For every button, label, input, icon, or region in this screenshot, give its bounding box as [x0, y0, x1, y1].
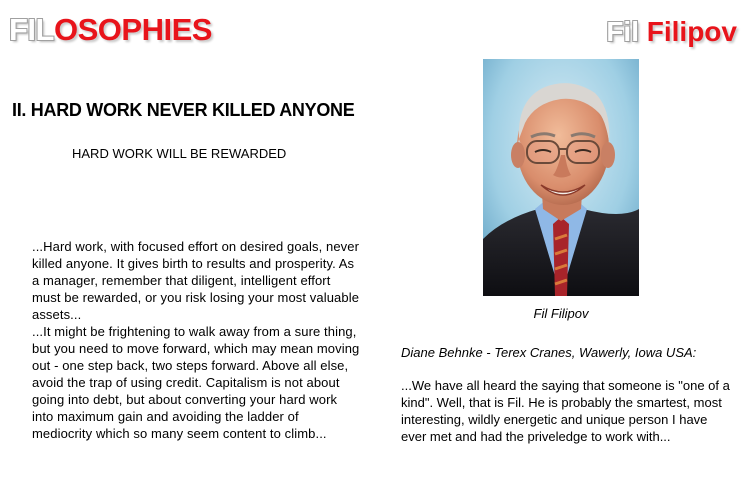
testimonial-text: ...We have all heard the saying that someone is "one of a kind". Well, that is Fil. He is probably the smartest, most interesting, wildly energetic and unique person I have ever met and had the priveledge to work with... — [401, 378, 730, 444]
site-logo — [9, 10, 212, 50]
logo-right-name: Filipov — [646, 16, 737, 47]
article-paragraph: ...It might be frightening to walk away from a sure thing, but you need to move forward, which may mean moving out - one step back, two steps forward. Above all else, avoid the trap of using credit. Capitalism is not about going into debt, but about converting your hard work into maximum gain and avoiding the ladder of mediocrity which so many seem content to climb... — [32, 324, 360, 441]
article-body — [32, 238, 362, 442]
page-title: II. HARD WORK NEVER KILLED ANYONE — [12, 100, 355, 120]
page-subtitle: HARD WORK WILL BE REWARDED — [72, 146, 287, 161]
testimonial-attribution: Diane Behnke - Terex Cranes, Wawerly, Iowa USA: — [401, 345, 697, 360]
article-paragraph: ...Hard work, with focused effort on desired goals, never killed anyone. It gives birth to results and prosperity. As a manager, remember that diligent, intelligent effort must be rewarded, or you risk losing your most valuable assets... — [32, 239, 360, 322]
logo-right-prefix: Fil — [606, 16, 639, 47]
logo-left-prefix: FIL — [9, 12, 54, 47]
portrait-caption: Fil Filipov — [533, 306, 589, 321]
logo-left-suffix: OSOPHIES — [54, 12, 212, 47]
portrait-photo — [483, 59, 639, 296]
author-logo — [606, 14, 737, 50]
